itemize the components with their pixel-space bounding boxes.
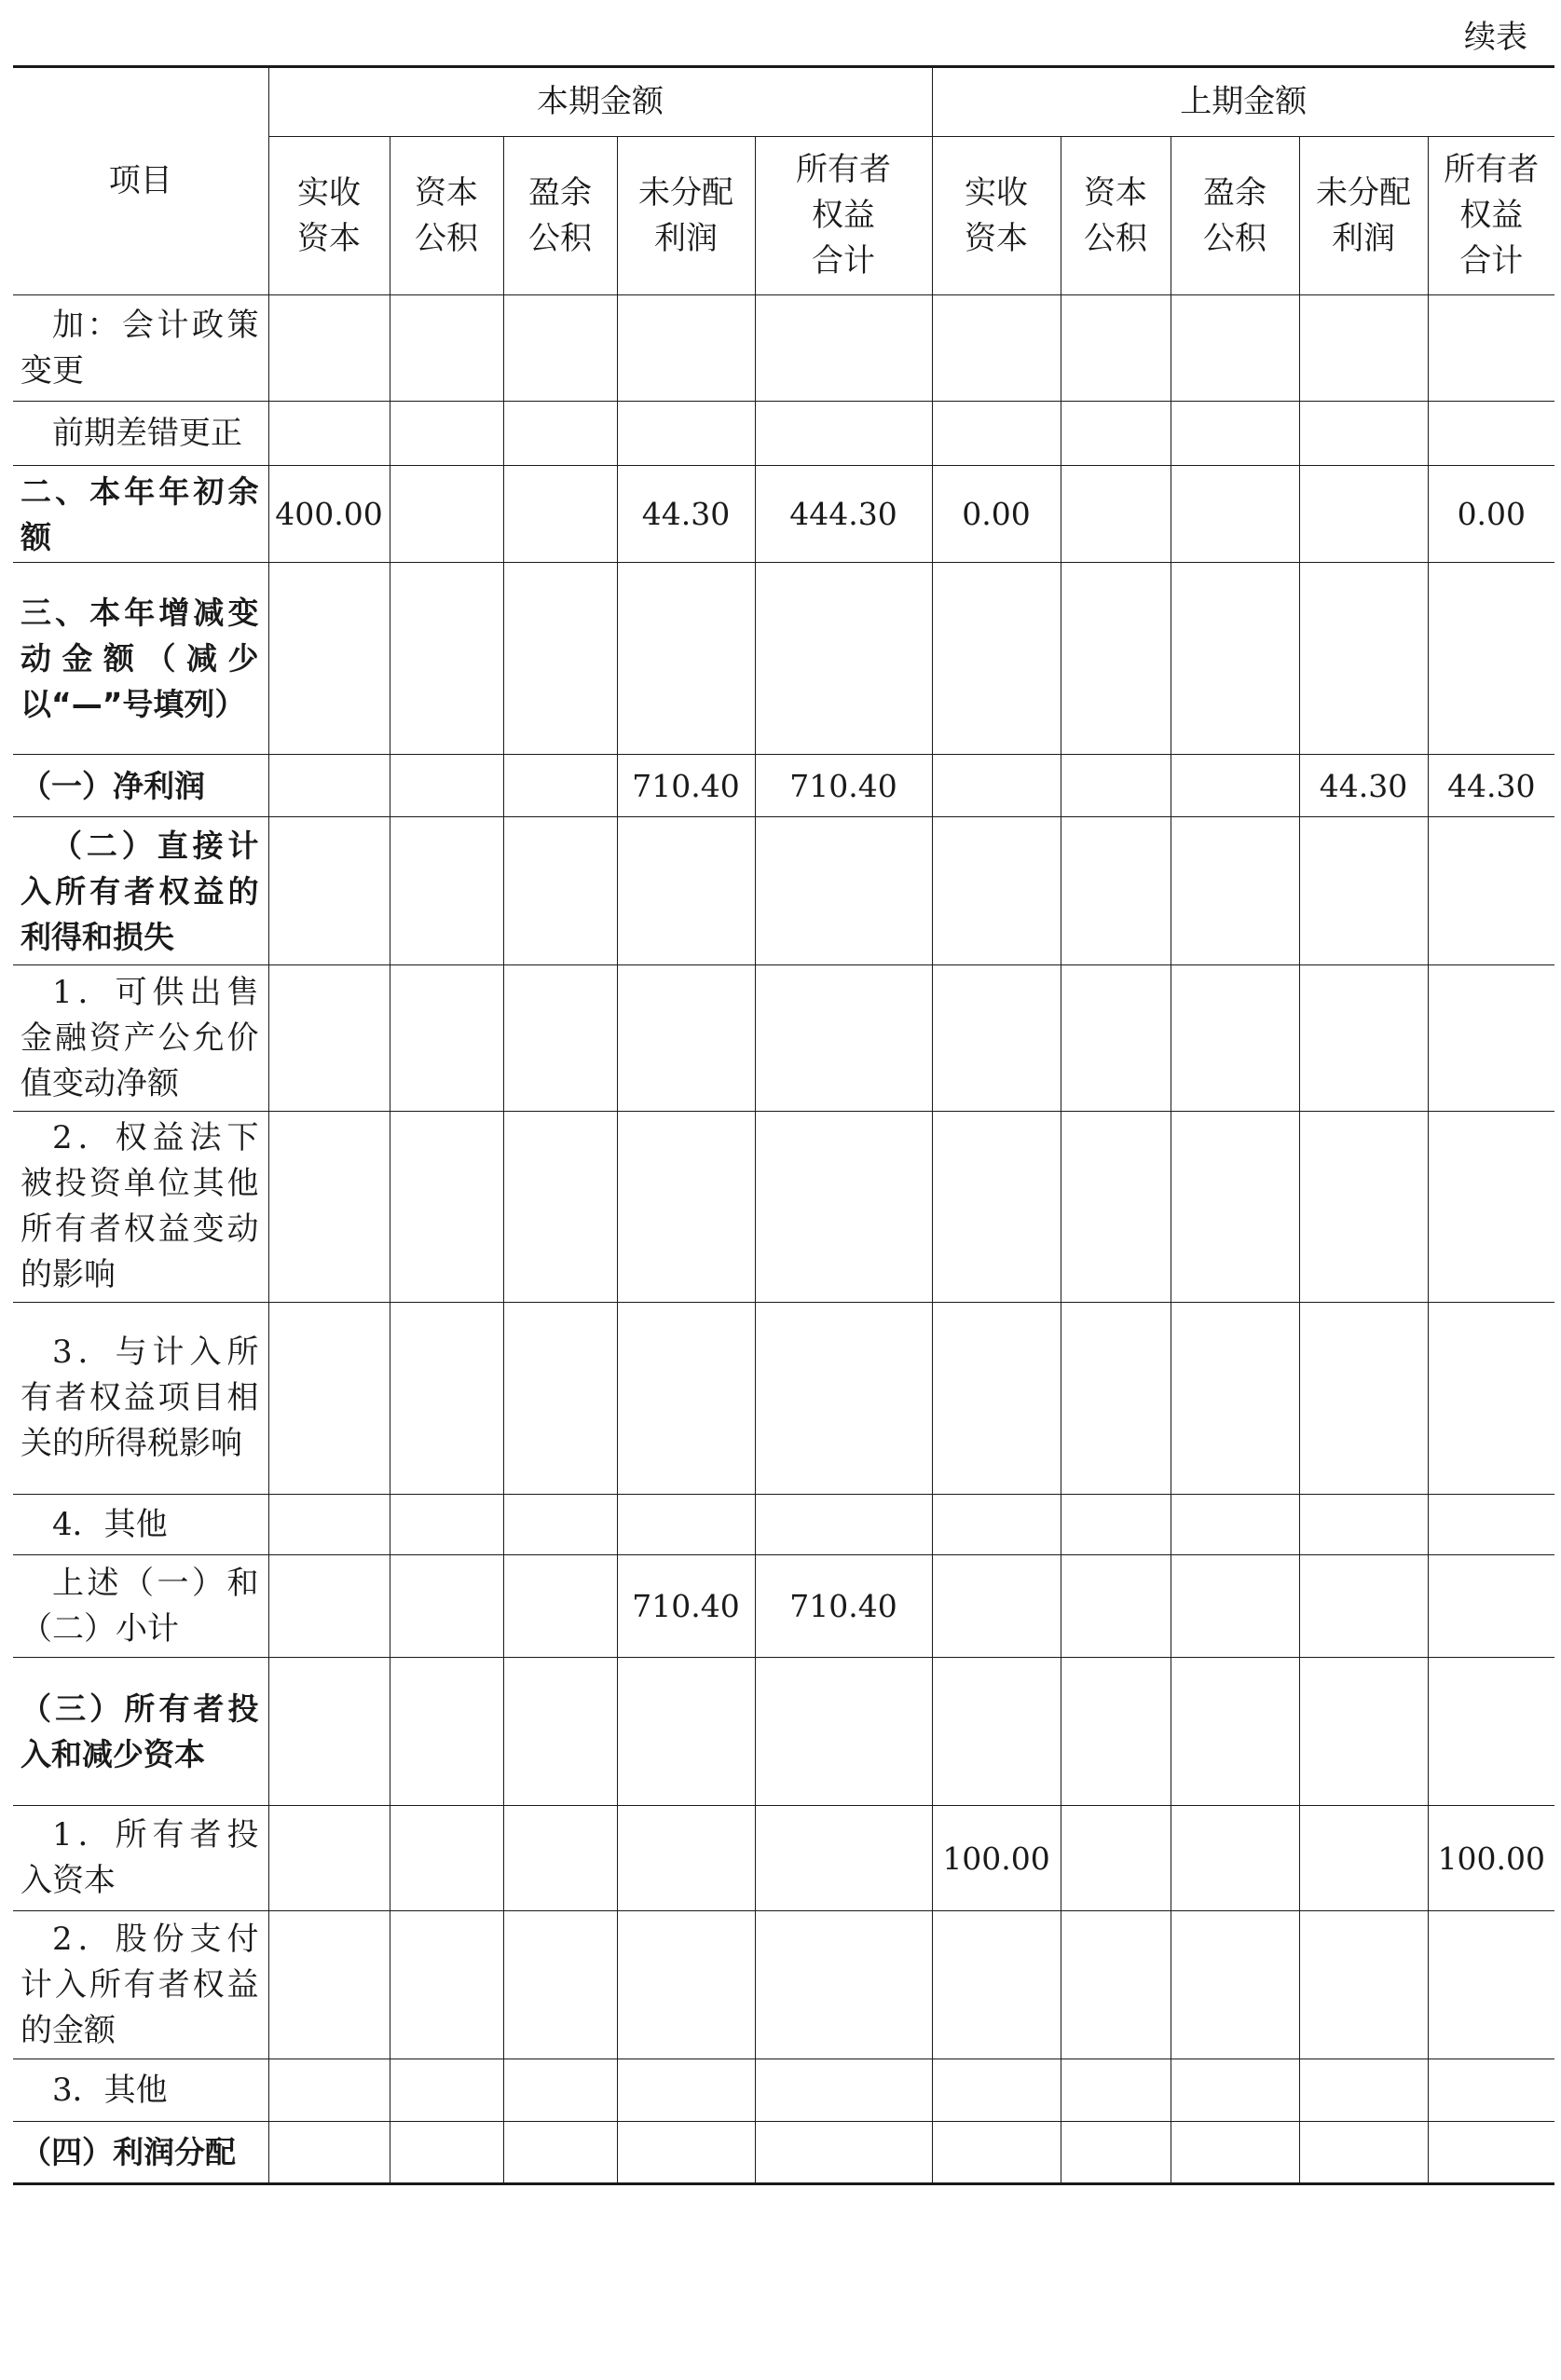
table-row [13,1303,1554,1495]
prior-period-value-cell [932,1658,1061,1806]
prior-period-value-cell [1061,1911,1171,2059]
current-period-value-cell [755,1806,932,1911]
prior-period-value-cell: 44.30 [1428,755,1554,817]
row-label: 上述（一）和（二）小计 [13,1555,268,1658]
current-period-value-cell [390,1303,503,1495]
table-row [13,402,1554,466]
table-row [13,563,1554,755]
prior-period-value-cell [1061,1303,1171,1495]
prior-period-value-cell [1299,1495,1428,1555]
prior-period-value-cell [1061,1806,1171,1911]
prior-period-value-cell [1428,2122,1554,2184]
current-period-value-cell [390,817,503,965]
current-period-value-cell [268,755,390,817]
row-label: （一）净利润 [13,755,268,817]
item-column-header: 项目 [13,67,268,295]
current-period-value-cell [390,563,503,755]
current-period-value-cell [390,1495,503,1555]
current-period-value-cell [617,1303,755,1495]
prior-period-value-cell [1299,1658,1428,1806]
table-row [13,755,1554,817]
prior-period-value-cell [1061,1555,1171,1658]
current-period-value-cell [390,1911,503,2059]
prior-period-value-cell [932,1495,1061,1555]
current-period-value-cell [503,1911,617,2059]
current-period-value-cell [268,2059,390,2122]
current-period-value-cell [755,1658,932,1806]
prior-period-value-cell [1428,402,1554,466]
current-period-value-cell [390,295,503,402]
current-period-column-header: 所有者 权益 合计 [755,137,932,295]
current-period-value-cell [755,295,932,402]
current-period-value-cell [268,965,390,1112]
prior-period-value-cell [932,1911,1061,2059]
row-label: （三）所有者投入和减少资本 [13,1658,268,1806]
prior-period-value-cell [932,563,1061,755]
table-row [13,1911,1554,2059]
prior-period-column-header: 实收 资本 [932,137,1061,295]
current-period-value-cell [617,1112,755,1303]
prior-period-value-cell [1428,1555,1554,1658]
prior-period-column-header: 资本 公积 [1061,137,1171,295]
table-row [13,1658,1554,1806]
current-period-value-cell [390,1555,503,1658]
prior-period-value-cell [1299,817,1428,965]
current-period-value-cell [390,1658,503,1806]
current-period-value-cell [503,965,617,1112]
table-row [13,1806,1554,1911]
current-period-value-cell [755,965,932,1112]
table-row [13,2122,1554,2184]
current-period-value-cell [503,2122,617,2184]
current-period-value-cell [503,295,617,402]
current-period-value-cell [755,1495,932,1555]
current-period-value-cell [268,1658,390,1806]
prior-period-value-cell [1061,1112,1171,1303]
current-period-value-cell [755,1303,932,1495]
current-period-value-cell [503,817,617,965]
current-period-value-cell [503,402,617,466]
row-label: 3．与计入所有者权益项目相关的所得税影响 [13,1303,268,1495]
row-label: 2．权益法下被投资单位其他所有者权益变动的影响 [13,1112,268,1303]
prior-period-value-cell [1428,1911,1554,2059]
prior-period-value-cell [1299,402,1428,466]
table-row [13,965,1554,1112]
prior-period-value-cell [1061,755,1171,817]
row-label: 1．所有者投入资本 [13,1806,268,1911]
prior-period-value-cell: 0.00 [1428,466,1554,563]
prior-period-value-cell [1171,1303,1299,1495]
prior-period-value-cell [1061,965,1171,1112]
current-period-value-cell [390,965,503,1112]
prior-period-value-cell [1428,1658,1554,1806]
row-label: 前期差错更正 [13,402,268,466]
current-period-column-header: 未分配 利润 [617,137,755,295]
prior-period-value-cell [1299,2122,1428,2184]
current-period-value-cell [390,2122,503,2184]
row-label: （四）利润分配 [13,2122,268,2184]
current-period-value-cell [617,1658,755,1806]
current-period-value-cell [617,2059,755,2122]
prior-period-value-cell [1299,1555,1428,1658]
prior-period-value-cell: 0.00 [932,466,1061,563]
prior-period-value-cell [1428,1112,1554,1303]
row-label: 加：会计政策变更 [13,295,268,402]
current-period-value-cell [268,1112,390,1303]
current-period-value-cell [503,1806,617,1911]
current-period-value-cell [268,295,390,402]
prior-period-value-cell [1171,1911,1299,2059]
current-period-value-cell [503,563,617,755]
prior-period-value-cell [932,755,1061,817]
current-period-value-cell [268,1495,390,1555]
prior-period-header: 上期金额 [932,67,1554,137]
prior-period-column-header: 未分配 利润 [1299,137,1428,295]
current-period-value-cell [617,402,755,466]
prior-period-value-cell [1171,402,1299,466]
prior-period-value-cell [1171,1555,1299,1658]
current-period-value-cell [503,2059,617,2122]
prior-period-value-cell [1171,965,1299,1112]
current-period-header: 本期金额 [268,67,932,137]
row-label: 三、本年增减变动金额（减少以“—”号填列） [13,563,268,755]
prior-period-value-cell [1428,1303,1554,1495]
prior-period-value-cell [932,402,1061,466]
prior-period-value-cell [1061,1658,1171,1806]
current-period-value-cell [268,1806,390,1911]
prior-period-value-cell [1061,402,1171,466]
row-label: （二）直接计入所有者权益的利得和损失 [13,817,268,965]
prior-period-value-cell [1171,466,1299,563]
prior-period-value-cell [1428,563,1554,755]
current-period-value-cell [268,1555,390,1658]
current-period-value-cell: 710.40 [617,1555,755,1658]
current-period-column-header: 资本 公积 [390,137,503,295]
current-period-value-cell [503,755,617,817]
table-row [13,1112,1554,1303]
current-period-value-cell [617,965,755,1112]
row-label: 二、本年年初余额 [13,466,268,563]
prior-period-value-cell [1061,295,1171,402]
prior-period-value-cell [1171,2059,1299,2122]
prior-period-value-cell [1299,1806,1428,1911]
prior-period-value-cell [1061,2122,1171,2184]
prior-period-value-cell [1428,2059,1554,2122]
prior-period-value-cell [1171,1112,1299,1303]
prior-period-value-cell: 44.30 [1299,755,1428,817]
prior-period-value-cell [932,965,1061,1112]
table-body [13,295,1554,2184]
equity-change-table [13,65,1554,2185]
prior-period-value-cell [1299,2059,1428,2122]
prior-period-value-cell [1299,1911,1428,2059]
prior-period-value-cell [1299,965,1428,1112]
current-period-value-cell: 710.40 [617,755,755,817]
prior-period-value-cell [1061,466,1171,563]
current-period-value-cell [617,817,755,965]
current-period-value-cell [390,466,503,563]
row-label: 1．可供出售金融资产公允价值变动净额 [13,965,268,1112]
prior-period-value-cell [1061,817,1171,965]
prior-period-value-cell [1428,817,1554,965]
table-row [13,466,1554,563]
prior-period-value-cell [1061,1495,1171,1555]
current-period-value-cell [503,1112,617,1303]
prior-period-column-header: 所有者 权益 合计 [1428,137,1554,295]
table-row [13,1495,1554,1555]
current-period-value-cell [617,563,755,755]
prior-period-value-cell [1061,2059,1171,2122]
current-period-value-cell [268,2122,390,2184]
current-period-value-cell [268,402,390,466]
current-period-value-cell: 710.40 [755,755,932,817]
current-period-value-cell [390,402,503,466]
table-row [13,817,1554,965]
prior-period-value-cell [932,1303,1061,1495]
prior-period-value-cell: 100.00 [932,1806,1061,1911]
prior-period-value-cell [932,817,1061,965]
prior-period-value-cell [1171,755,1299,817]
current-period-value-cell [617,295,755,402]
prior-period-value-cell [1171,2122,1299,2184]
current-period-value-cell [503,1303,617,1495]
prior-period-value-cell [1061,563,1171,755]
current-period-value-cell [617,1911,755,2059]
prior-period-value-cell [1299,1303,1428,1495]
current-period-value-cell [617,1806,755,1911]
current-period-value-cell [755,1911,932,2059]
prior-period-value-cell [932,2059,1061,2122]
prior-period-value-cell [1171,563,1299,755]
current-period-value-cell [390,1806,503,1911]
current-period-value-cell: 44.30 [617,466,755,563]
prior-period-value-cell [1299,1112,1428,1303]
row-label: 3．其他 [13,2059,268,2122]
current-period-value-cell [390,2059,503,2122]
prior-period-value-cell [1171,817,1299,965]
current-period-value-cell [503,1658,617,1806]
prior-period-value-cell [1299,466,1428,563]
prior-period-value-cell [932,1555,1061,1658]
row-label: 4．其他 [13,1495,268,1555]
prior-period-value-cell [1171,1658,1299,1806]
current-period-value-cell [390,755,503,817]
row-label: 2．股份支付计入所有者权益的金额 [13,1911,268,2059]
current-period-value-cell: 710.40 [755,1555,932,1658]
current-period-value-cell [390,1112,503,1303]
current-period-value-cell [755,1112,932,1303]
prior-period-value-cell [932,1112,1061,1303]
current-period-value-cell: 400.00 [268,466,390,563]
current-period-value-cell [503,466,617,563]
current-period-value-cell [268,817,390,965]
prior-period-value-cell [1171,1806,1299,1911]
current-period-value-cell [503,1495,617,1555]
current-period-column-header: 盈余 公积 [503,137,617,295]
table-row [13,295,1554,402]
prior-period-column-header: 盈余 公积 [1171,137,1299,295]
current-period-column-header: 实收 资本 [268,137,390,295]
current-period-value-cell [503,1555,617,1658]
prior-period-value-cell [932,2122,1061,2184]
prior-period-value-cell [1171,295,1299,402]
prior-period-value-cell [1299,295,1428,402]
table-row [13,2059,1554,2122]
current-period-value-cell [755,402,932,466]
prior-period-value-cell [1428,1495,1554,1555]
prior-period-value-cell: 100.00 [1428,1806,1554,1911]
prior-period-value-cell [1428,295,1554,402]
current-period-value-cell [755,817,932,965]
current-period-value-cell [268,1911,390,2059]
current-period-value-cell [617,2122,755,2184]
prior-period-value-cell [932,295,1061,402]
current-period-value-cell [755,563,932,755]
current-period-value-cell: 444.30 [755,466,932,563]
prior-period-value-cell [1428,965,1554,1112]
prior-period-value-cell [1171,1495,1299,1555]
current-period-value-cell [755,2122,932,2184]
continued-table-label: 续表 [1464,19,1527,56]
current-period-value-cell [268,1303,390,1495]
current-period-value-cell [268,563,390,755]
table-row [13,1555,1554,1658]
prior-period-value-cell [1299,563,1428,755]
current-period-value-cell [617,1495,755,1555]
current-period-value-cell [755,2059,932,2122]
